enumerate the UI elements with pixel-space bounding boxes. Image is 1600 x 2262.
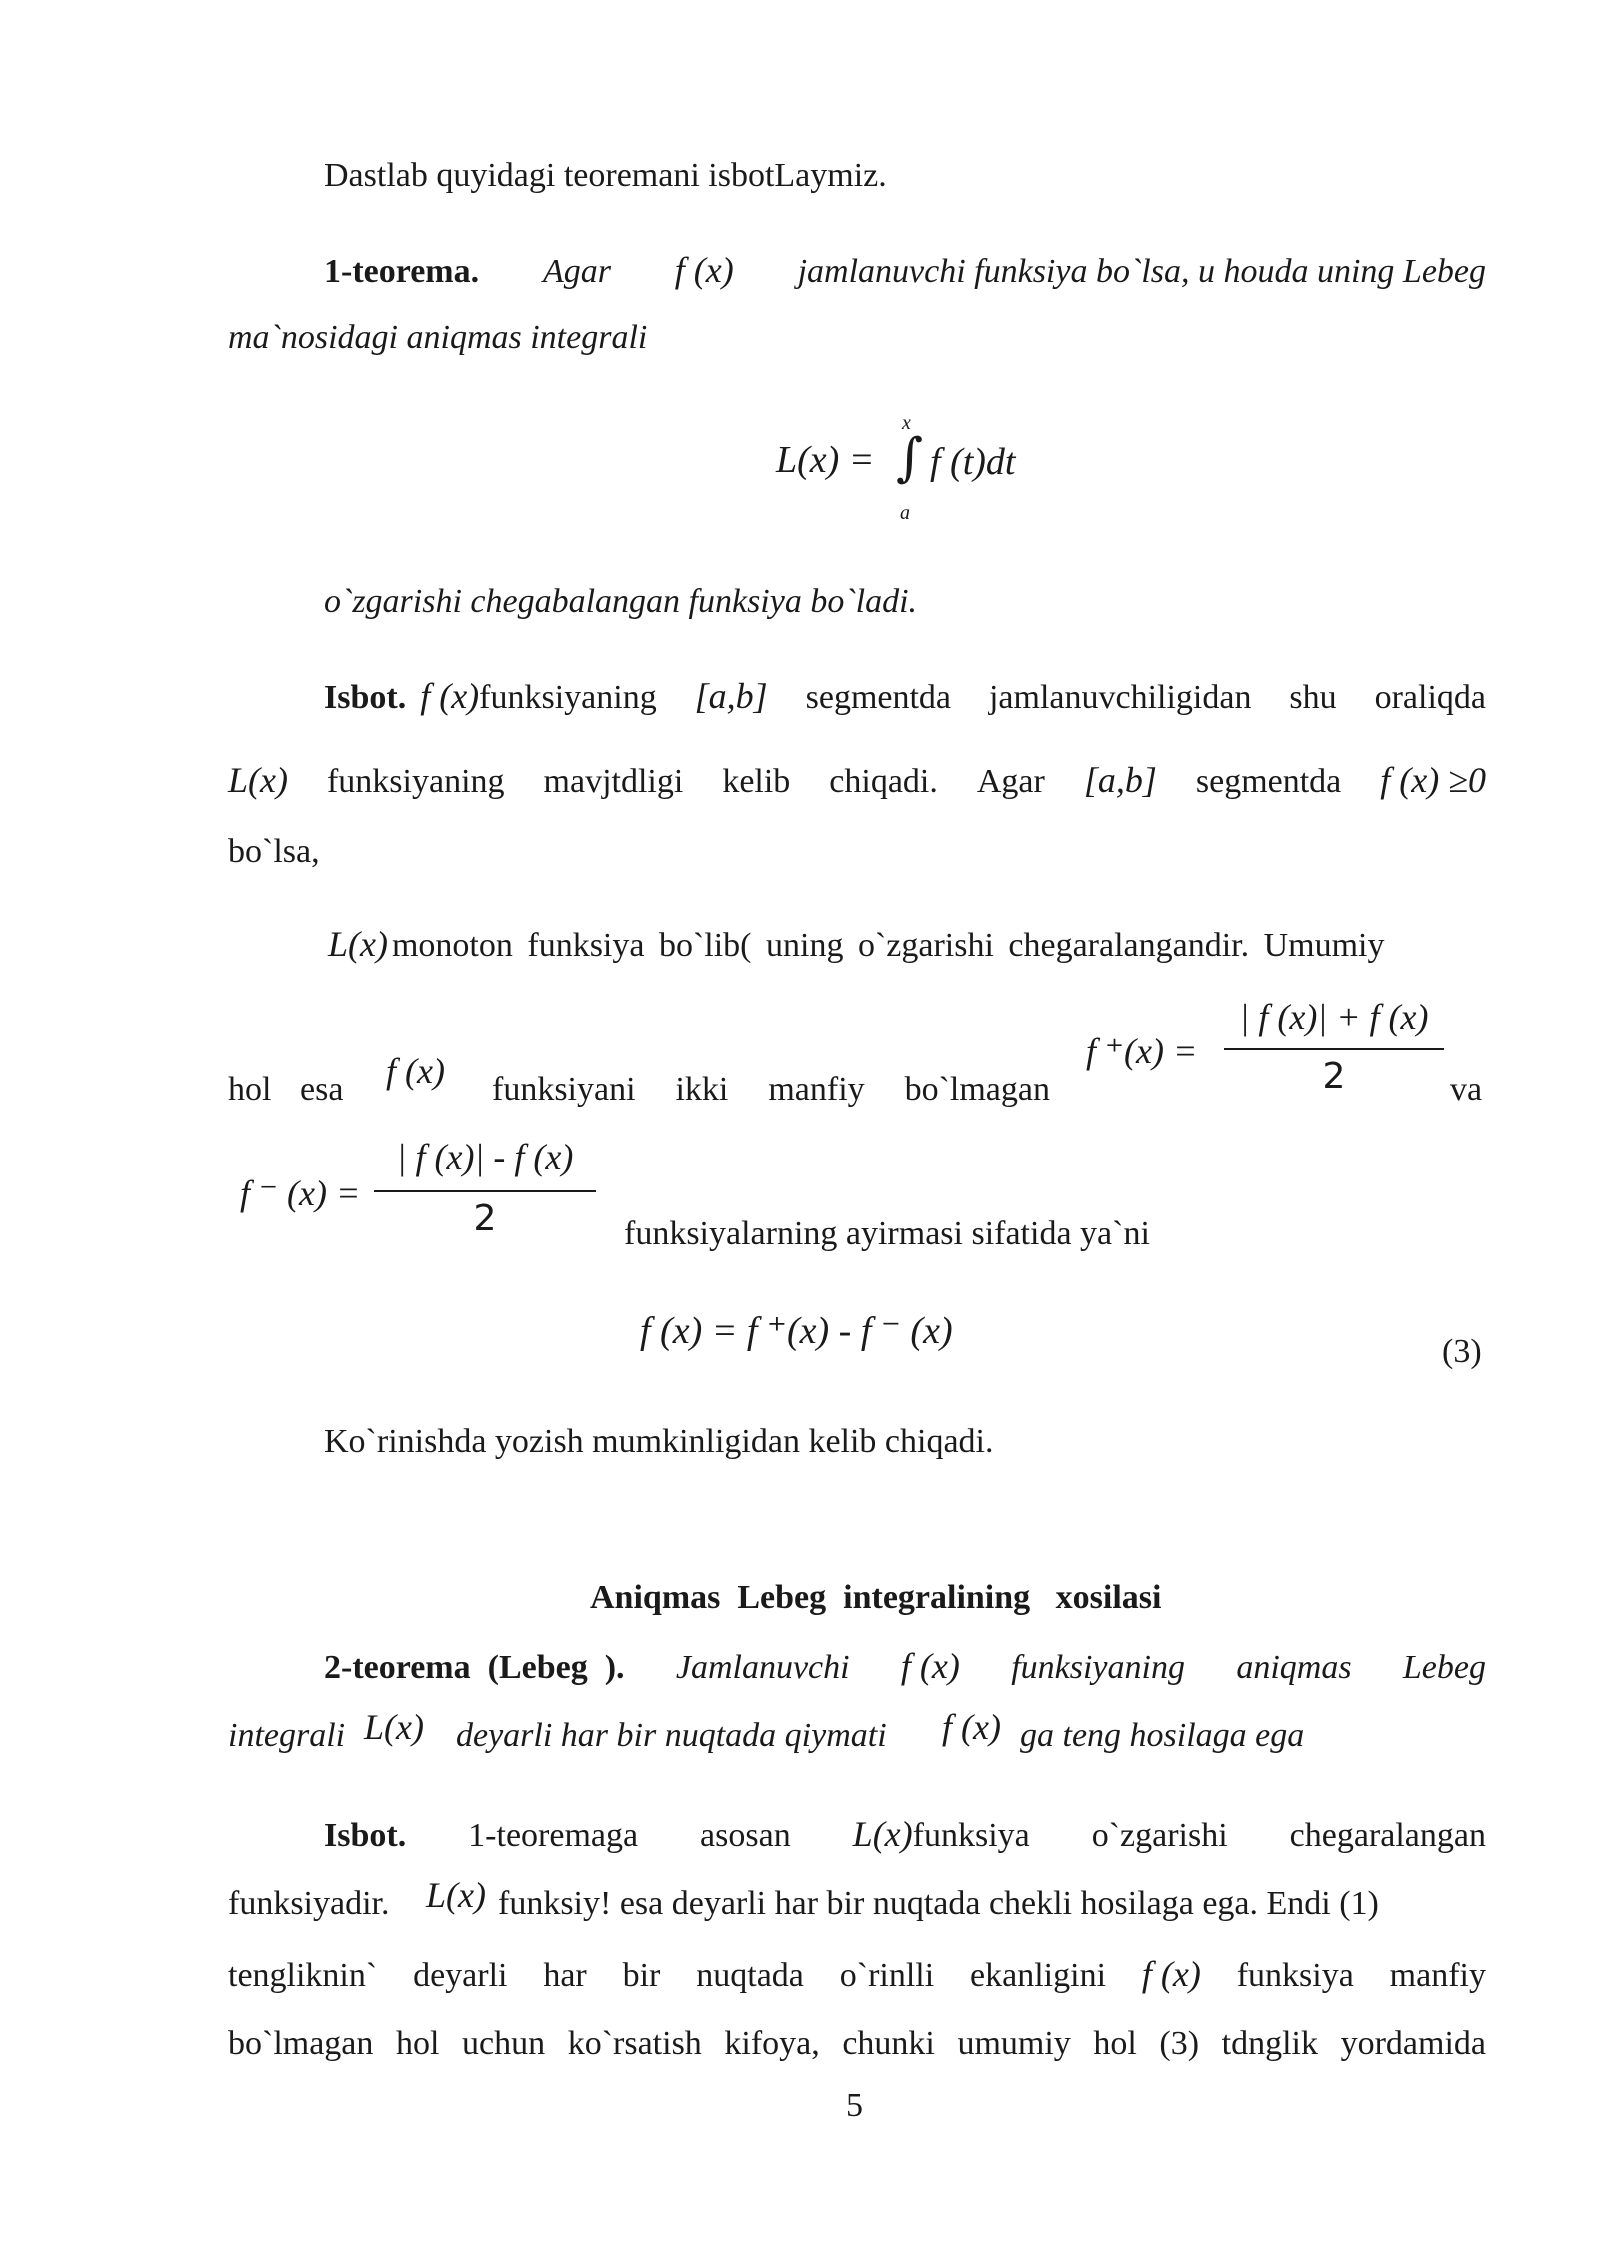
- proof2-label: Isbot.: [324, 1817, 407, 1854]
- proof2-word: nuqtada: [696, 1957, 804, 1994]
- theorem2-word: funksiyaning: [1011, 1649, 1185, 1686]
- proof1-word: funksiyaning: [326, 763, 505, 800]
- fminus-lhs: f ⁻ (x) =: [240, 1173, 361, 1213]
- proof2-Lx2: L(x): [426, 1875, 486, 1915]
- proof1-Lx2: L(x): [328, 924, 388, 964]
- section-title: Aniqmas Lebeg integralining xosilasi: [590, 1579, 1162, 1616]
- proof2-Lx: L(x): [852, 1814, 913, 1854]
- proof1-word: jamlanuvchiligidan: [988, 679, 1252, 716]
- proof2-word: 1-teoremaga: [468, 1817, 639, 1854]
- theorem1-label: 1-teorema.: [324, 253, 480, 290]
- proof2-word: funksiya: [1236, 1957, 1354, 1994]
- integral-upper-limit: x: [902, 412, 911, 434]
- proof1-word: segmentda: [805, 679, 952, 716]
- theorem2-label: 2-teorema (Lebeg ).: [324, 1649, 625, 1686]
- proof2-word: chegaralangan: [1289, 1817, 1486, 1854]
- proof1-word: chiqadi.: [829, 763, 938, 800]
- fplus-fraction-bar: [1224, 1048, 1444, 1050]
- theorem2-text3: ga teng hosilaga ega: [1020, 1717, 1305, 1754]
- theorem1-fx: f (x): [674, 250, 734, 290]
- fplus-lhs: f ⁺(x) =: [1086, 1031, 1198, 1071]
- proof2-word: o`zgarishi: [1091, 1817, 1228, 1854]
- equation-3: f (x) = f ⁺(x) - f ⁻ (x): [640, 1310, 953, 1352]
- proof1-word: segmentda: [1195, 763, 1342, 800]
- theorem2-word: aniqmas: [1236, 1649, 1352, 1686]
- proof2-word: o`rinlli: [839, 1957, 935, 1994]
- proof2-word: har: [543, 1957, 587, 1994]
- proof2-word: asosan: [700, 1817, 791, 1854]
- proof1-Lx: L(x): [228, 760, 288, 800]
- proof1-word: bo`lmagan: [904, 1071, 1050, 1108]
- proof1-va: va: [1450, 1071, 1483, 1108]
- proof2-line3: [228, 1952, 1486, 1998]
- proof1-esa: esa: [300, 1071, 344, 1108]
- proof1-segment2: [a,b]: [1083, 760, 1157, 800]
- page-number: 5: [846, 2087, 863, 2124]
- equation-3-number: (3): [1442, 1333, 1482, 1370]
- formula-integrand: f (t)dt: [930, 441, 1016, 483]
- proof1-fx: f (x): [420, 676, 480, 716]
- fplus-denominator: 2: [1322, 1056, 1346, 1097]
- fplus-numerator: | f (x)| + f (x): [1239, 997, 1429, 1037]
- theorem2-line1: [324, 1644, 1486, 1690]
- proof2-line2a: funksiyadir.: [228, 1885, 390, 1922]
- proof2-line1: [324, 1812, 1486, 1858]
- theorem2-Lx: L(x): [364, 1707, 424, 1747]
- proof2-word: tengliknin`: [228, 1957, 378, 1994]
- theorem1-text1: jamlanuvchi funksiya bo`lsa, u houda uning Lebeg: [797, 253, 1486, 290]
- theorem2-fx: f (x): [900, 1646, 960, 1686]
- integral-lower-limit: a: [900, 502, 910, 524]
- fminus-numerator: | f (x)| - f (x): [396, 1137, 574, 1177]
- intro-paragraph: Dastlab quyidagi teoremani isbotLaymiz.: [324, 157, 887, 194]
- proof1-word: oraliqda: [1374, 679, 1486, 716]
- proof2-word: funksiya: [912, 1817, 1030, 1854]
- theorem2-word: Lebeg: [1402, 1649, 1486, 1686]
- theorem1-line1: [324, 248, 1486, 294]
- proof1-word: shu: [1289, 679, 1337, 716]
- proof2-word: deyarli: [413, 1957, 508, 1994]
- integral-sign: ∫: [896, 428, 924, 488]
- proof1-line6: funksiyalarning ayirmasi sifatida ya`ni: [624, 1215, 1150, 1252]
- proof2-word: bir: [622, 1957, 661, 1994]
- proof1-line4-text: monoton funksiya bo`lib( uning o`zgarishi chegaralangandir. Umumiy: [391, 927, 1385, 964]
- proof1-label: Isbot.: [324, 679, 407, 716]
- proof1-line4: [328, 922, 1486, 968]
- proof1-word: ikki: [675, 1071, 729, 1108]
- proof1-segment: [a,b]: [694, 676, 768, 716]
- theorem1-line2: ma`nosidagi aniqmas integrali: [228, 319, 648, 356]
- fminus-fraction-bar: [374, 1190, 596, 1192]
- proof1-bolsa: bo`lsa,: [228, 833, 320, 870]
- formula-L-lhs: L(x) =: [776, 439, 875, 481]
- theorem1-agar: Agar: [542, 253, 611, 290]
- proof2-word: ekanligini: [970, 1957, 1107, 1994]
- theorem2-text2: deyarli har bir nuqtada qiymati: [456, 1717, 887, 1754]
- theorem2-fx2: f (x): [942, 1707, 1001, 1747]
- proof1-line2: [228, 758, 1486, 804]
- proof1-word: Agar: [976, 763, 1045, 800]
- proof1-hol: hol: [228, 1071, 272, 1108]
- proof1-word: mavjtdligi: [543, 763, 684, 800]
- proof2-fx: f (x): [1141, 1954, 1201, 1994]
- proof1-word: funksiyaning: [479, 679, 657, 716]
- theorem2-jam: Jamlanuvchi: [675, 1649, 850, 1686]
- proof2-word: manfiy: [1389, 1957, 1486, 1994]
- proof1-inequality: f (x) ≥0: [1380, 760, 1486, 800]
- fminus-denominator: 2: [473, 1198, 497, 1239]
- proof2-line4: bo`lmagan hol uchun ko`rsatish kifoya, chunki umumiy hol (3) tdnglik yordamida: [228, 2025, 1486, 2062]
- theorem1-conclusion: o`zgarishi chegabalangan funksiya bo`ladi.: [324, 583, 918, 620]
- proof1-line1: [324, 674, 1486, 720]
- proof1-line5-words: [492, 1068, 1050, 1112]
- proof2-line2b: funksiy! esa deyarli har bir nuqtada chekli hosilaga ega. Endi (1): [498, 1885, 1379, 1922]
- proof1-line7: Ko`rinishda yozish mumkinligidan kelib chiqadi.: [324, 1423, 994, 1460]
- proof1-word: manfiy: [768, 1071, 865, 1108]
- theorem2-integrali: integrali: [228, 1717, 346, 1754]
- proof1-word: kelib: [722, 763, 791, 800]
- proof1-word: funksiyani: [492, 1071, 636, 1108]
- proof1-fx2: f (x): [386, 1051, 445, 1091]
